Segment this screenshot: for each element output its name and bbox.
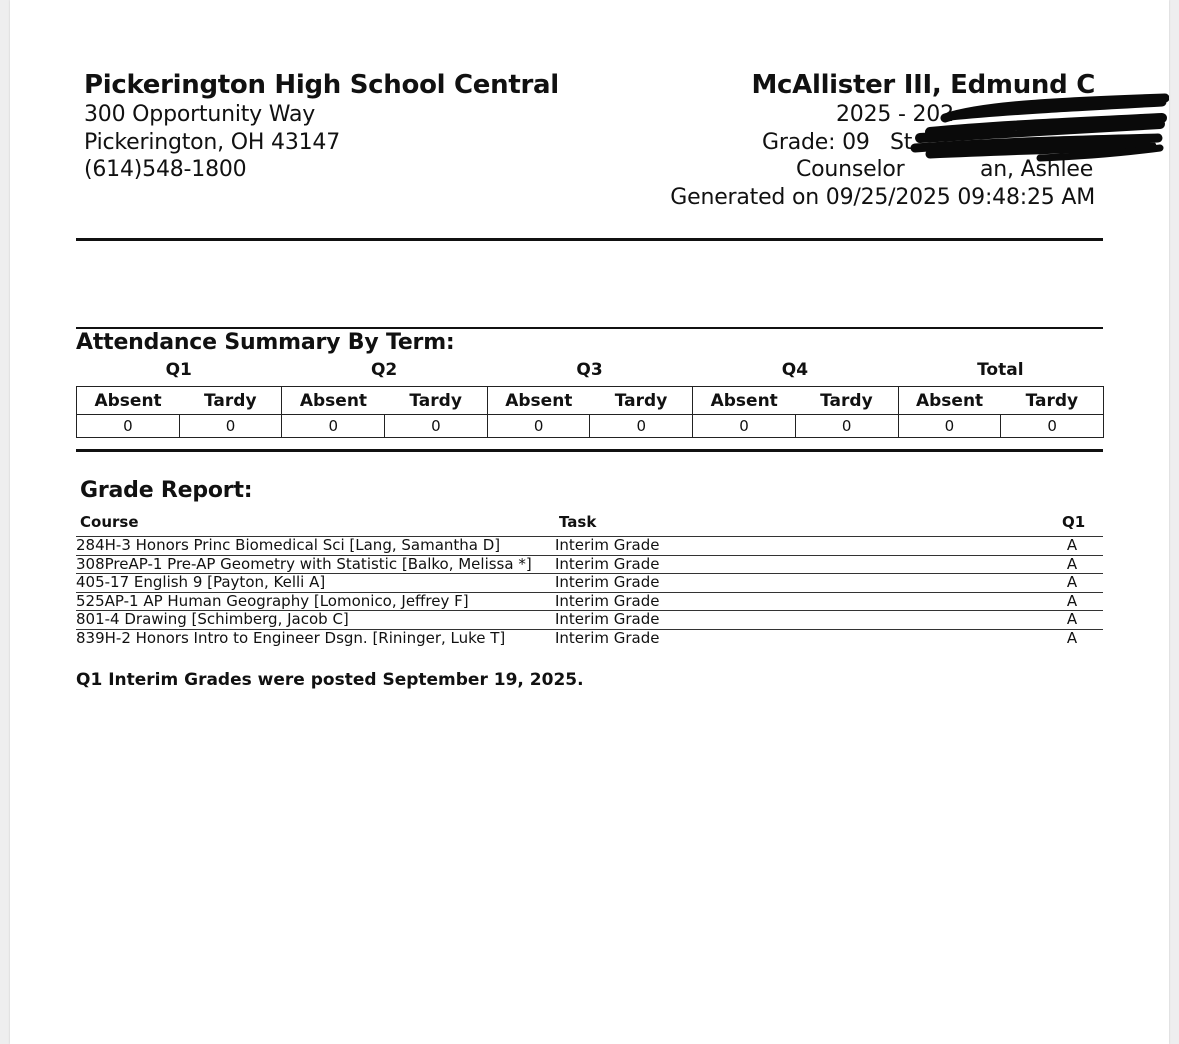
q1-header: Q1: [1062, 513, 1086, 531]
attendance-table: [76, 386, 1104, 438]
table-row: [76, 610, 1103, 629]
student-id-label: St: [890, 130, 913, 155]
tardy-value: 0: [590, 415, 693, 438]
school-name: Pickerington High School Central: [84, 70, 559, 100]
tardy-value: 0: [795, 415, 898, 438]
absent-header: Absent: [77, 387, 180, 415]
table-row: [76, 629, 1103, 648]
task-cell: Interim Grade: [555, 628, 660, 647]
attendance-top-rule: [76, 327, 1103, 329]
term-header: Q2: [370, 360, 398, 380]
term-header: Q1: [165, 360, 192, 380]
absent-value: 0: [898, 415, 1001, 438]
grade-cell: A: [1066, 591, 1078, 610]
course-cell: 405-17 English 9 [Payton, Kelli A]: [76, 573, 326, 591]
tardy-header: Tardy: [179, 387, 282, 415]
task-cell: Interim Grade: [555, 591, 660, 610]
course-cell: 308PreAP-1 Pre-AP Geometry with Statistic [Balko, Melissa *]: [76, 554, 532, 573]
header-divider: [76, 238, 1103, 241]
grade-cell: A: [1066, 628, 1078, 647]
term-header: Q3: [576, 360, 603, 380]
absent-value: 0: [282, 415, 385, 438]
report-card-page: [10, 0, 1169, 1044]
course-header: Course: [80, 513, 139, 531]
tardy-header: Tardy: [590, 387, 693, 415]
task-header: Task: [559, 513, 597, 531]
absent-header: Absent: [693, 387, 796, 415]
grade-report-title: Grade Report:: [80, 478, 253, 503]
grade-cell: A: [1066, 573, 1078, 591]
term-header: Total: [977, 360, 1024, 380]
table-row: [76, 592, 1103, 611]
table-row: [76, 573, 1103, 592]
generated-timestamp: Generated on 09/25/2025 09:48:25 AM: [670, 185, 1095, 210]
school-address: 300 Opportunity Way: [84, 102, 316, 127]
attendance-term-headers: [76, 360, 1103, 380]
task-cell: Interim Grade: [555, 536, 660, 554]
task-cell: Interim Grade: [555, 610, 660, 628]
task-cell: Interim Grade: [555, 554, 660, 573]
report-term: 2025 - 202: [836, 102, 954, 127]
grade-cell: A: [1066, 610, 1078, 628]
course-cell: 801-4 Drawing [Schimberg, Jacob C]: [76, 610, 349, 628]
student-name: McAllister III, Edmund C: [751, 70, 1095, 100]
grade-cell: A: [1066, 554, 1078, 573]
course-cell: 284H-3 Honors Princ Biomedical Sci [Lang, Samantha D]: [76, 536, 501, 554]
attendance-bottom-rule: [76, 449, 1103, 452]
absent-header: Absent: [487, 387, 590, 415]
course-cell: 525AP-1 AP Human Geography [Lomonico, Jeffrey F]: [76, 591, 469, 610]
tardy-value: 0: [179, 415, 282, 438]
attendance-title: Attendance Summary By Term:: [76, 330, 455, 355]
student-grade: Grade: 09: [762, 130, 870, 155]
school-phone: (614)548-1800: [84, 157, 247, 182]
tardy-value: 0: [385, 415, 488, 438]
table-row: [76, 536, 1103, 555]
tardy-header: Tardy: [1001, 387, 1104, 415]
absent-header: Absent: [282, 387, 385, 415]
counselor-label: Counselor: [796, 157, 905, 182]
absent-value: 0: [77, 415, 180, 438]
counselor-name: an, Ashlee: [980, 157, 1094, 182]
tardy-header: Tardy: [795, 387, 898, 415]
task-cell: Interim Grade: [555, 573, 660, 591]
interim-grades-note: Q1 Interim Grades were posted September 19, 2025.: [76, 670, 584, 690]
absent-header: Absent: [898, 387, 1001, 415]
course-cell: 839H-2 Honors Intro to Engineer Dsgn. [Rininger, Luke T]: [76, 628, 506, 647]
absent-value: 0: [693, 415, 796, 438]
table-row: [76, 555, 1103, 574]
school-city-state-zip: Pickerington, OH 43147: [84, 130, 341, 155]
tardy-value: 0: [1001, 415, 1104, 438]
redaction-marks: [890, 88, 1169, 168]
absent-value: 0: [487, 415, 590, 438]
term-header: Q4: [781, 360, 809, 380]
grade-cell: A: [1066, 536, 1078, 554]
tardy-header: Tardy: [385, 387, 488, 415]
grade-report-table: [76, 536, 1103, 647]
